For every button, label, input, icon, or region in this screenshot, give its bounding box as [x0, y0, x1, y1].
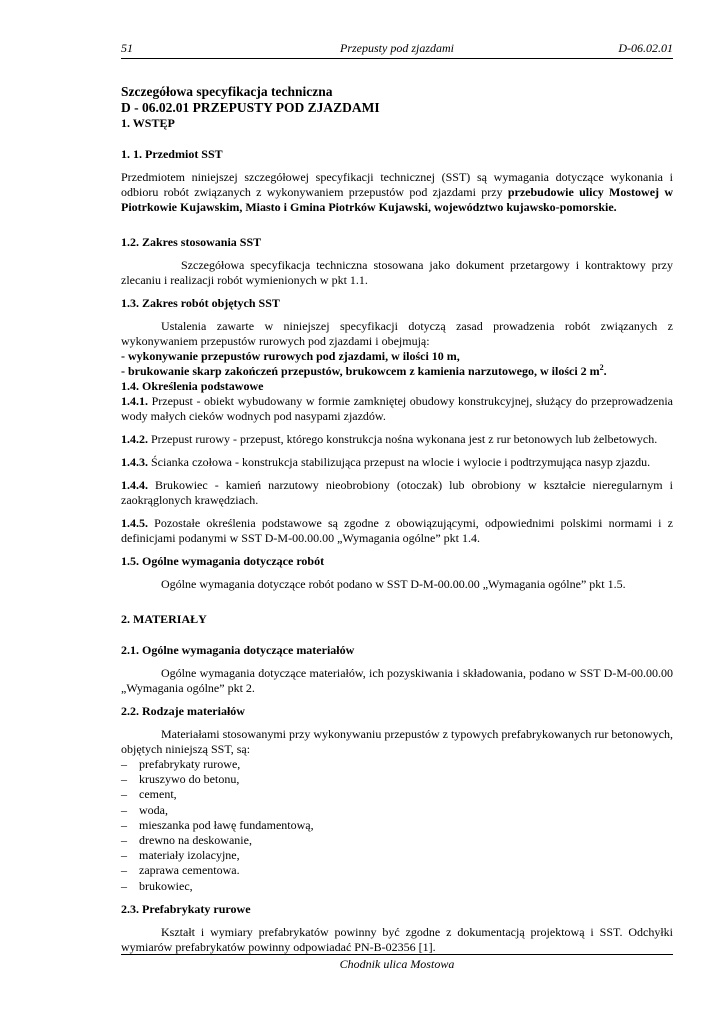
paragraph-1-1 — [121, 170, 673, 215]
section-heading-1-3: 1.3. Zakres robót objętych SST — [121, 296, 280, 310]
list-item: – cement, — [121, 787, 673, 802]
definition-number: 1.4.3. — [121, 455, 148, 469]
materials-list — [121, 757, 673, 894]
page-header — [121, 38, 673, 59]
list-item: – mieszanka pod ławę fundamentową, — [121, 818, 673, 833]
section-heading-1-1: 1. 1. Przedmiot SST — [121, 147, 223, 161]
document-title: Szczegółowa specyfikacja techniczna — [121, 84, 333, 99]
page-footer: Chodnik ulica Mostowa — [121, 954, 673, 972]
definition-text: Przepust - obiekt wybudowany w formie zamkniętej obudowy konstrukcyjnej, służący do przeprowadzenia wody małych cieków wodnych pod nasypami zjazdów. — [121, 394, 673, 423]
list-item: – drewno na deskowanie, — [121, 833, 673, 848]
definition-text: Przepust rurowy - przepust, którego konstrukcja nośna wykonana jest z rur betonowych lub żelbetowych. — [148, 432, 658, 446]
section-heading-1-5: 1.5. Ogólne wymagania dotyczące robót — [121, 554, 325, 568]
definition-number: 1.4.5. — [121, 516, 148, 530]
section-heading-1-4: 1.4. Określenia podstawowe — [121, 379, 264, 393]
paragraph-2-2: Materiałami stosowanymi przy wykonywaniu przepustów z typowych prefabrykowanych rur betonowych, objętych niniejszą SST, są: — [121, 727, 673, 756]
section-heading-1-2: 1.2. Zakres stosowania SST — [121, 235, 262, 249]
paragraph-2-3: Kształt i wymiary prefabrykatów powinny być zgodne z dokumentacją projektową i SST. Odchyłki wymiarów prefabrykatów powinny odpowiadać PN-B-02356 [1]. — [121, 924, 673, 954]
list-item: – materiały izolacyjne, — [121, 848, 673, 863]
definition-1-4-4 — [121, 478, 673, 508]
scope-item-2-text: - brukowanie skarp zakończeń przepustów, brukowcem z kamienia narzutowego, w ilości 2 m — [121, 364, 600, 378]
list-item: – zaprawa cementowa. — [121, 863, 673, 878]
section-heading-2: 2. MATERIAŁY — [121, 612, 207, 626]
document-body — [121, 84, 673, 955]
definition-1-4-3 — [121, 455, 673, 470]
definition-text: Brukowiec - kamień narzutowy nieobrobiony (otoczak) lub obrobiony w kształcie nieregularnym i zaokrąglonych krawędziach. — [121, 478, 673, 507]
definition-1-4-1 — [121, 394, 673, 424]
list-item: – kruszywo do betonu, — [121, 772, 673, 787]
paragraph-2-1: Ogólne wymagania dotyczące materiałów, ich pozyskiwania i składowania, podano w SST D-M-00.00.00 „Wymagania ogólne” pkt 2. — [121, 666, 673, 695]
definition-text: Ścianka czołowa - konstrukcja stabilizująca przepust na wlocie i wylocie i podtrzymująca nasyp zjazdu. — [148, 455, 651, 469]
header-title: Przepusty pod zjazdami — [340, 41, 454, 55]
scope-item-2 — [121, 364, 673, 379]
definition-1-4-2 — [121, 432, 673, 447]
paragraph-1-2: Szczegółowa specyfikacja techniczna stosowana jako dokument przetargowy i kontraktowy przy zlecaniu i realizacji robót wymienionych w pkt 1.1. — [121, 258, 673, 287]
document-code: D-06.02.01 — [618, 41, 673, 55]
paragraph-1-1-bold: przebudowie ulicy Mostowej w Piotrkowie Kujawskim, Miasto i Gmina Piotrków Kujawski, województwo kujawsko-pomorskie. — [121, 185, 673, 214]
list-item: – woda, — [121, 803, 673, 818]
paragraph-1-3: Ustalenia zawarte w niniejszej specyfikacji dotyczą zasad prowadzenia robót związanych z wykonywaniem przepustów rurowych pod zjazdami i obejmują: — [121, 319, 673, 348]
scope-item-2-end: . — [603, 364, 607, 378]
paragraph-1-1-text: Przedmiotem niniejszej szczegółowej specyfikacji technicznej (SST) są wymagania dotyczące wykonania i odbioru robót związanych z wykonywaniem przepustów pod zjazdami przy — [121, 170, 673, 199]
definition-text: Pozostałe określenia podstawowe są zgodne z obowiązującymi, odpowiednimi polskimi normami i z definicjami podanymi w SST D-M-00.00.00 „Wymagania ogólne” pkt 1.4. — [121, 516, 673, 545]
list-item: – brukowiec, — [121, 879, 673, 894]
document-subtitle: D - 06.02.01 PRZEPUSTY POD ZJAZDAMI — [121, 100, 380, 115]
page-number: 51 — [121, 41, 133, 55]
section-heading-2-1: 2.1. Ogólne wymagania dotyczące materiałów — [121, 643, 355, 657]
list-item: – prefabrykaty rurowe, — [121, 757, 673, 772]
section-heading-2-2: 2.2. Rodzaje materiałów — [121, 704, 245, 718]
paragraph-1-5: Ogólne wymagania dotyczące robót podano w SST D-M-00.00.00 „Wymagania ogólne” pkt 1.5. — [161, 577, 626, 591]
definition-1-4-5 — [121, 516, 673, 546]
definition-number: 1.4.4. — [121, 478, 148, 492]
superscript: 2 — [599, 363, 604, 372]
scope-item-1: - wykonywanie przepustów rurowych pod zjazdami, w ilości 10 m, — [121, 349, 460, 363]
definition-number: 1.4.2. — [121, 432, 148, 446]
section-heading-1: 1. WSTĘP — [121, 116, 175, 130]
definition-number: 1.4.1. — [121, 394, 148, 408]
section-heading-2-3: 2.3. Prefabrykaty rurowe — [121, 901, 251, 916]
